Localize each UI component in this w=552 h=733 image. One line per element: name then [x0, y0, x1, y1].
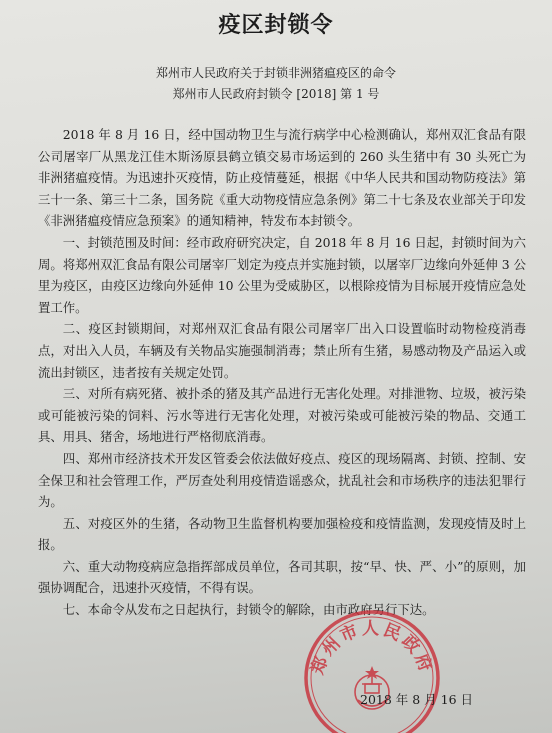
official-seal: [298, 604, 446, 733]
paragraph-1: 一、封锁范围及时间：经市政府研究决定，自 2018 年 8 月 16 日起，封锁时间为六周。将郑州双汇食品有限公司屠宰厂划定为疫点并实施封锁，以屠宰厂边缘向外延伸 3 公里为疫区，由疫区边缘向外延伸 10 公里为受威胁区，以根除疫情为目标展开疫情应急处置工作。: [38, 234, 526, 315]
document-title: 疫区封锁令: [218, 13, 334, 38]
document-number: 郑州市人民政府封锁令 [2018] 第 1 号: [172, 87, 380, 101]
signature-date: 2018 年 8 月 16 日: [360, 692, 474, 707]
paragraph-intro: 2018 年 8 月 16 日，经中国动物卫生与流行病学中心检测确认，郑州双汇食品有限公司屠宰厂从黑龙江佳木斯汤原县鹤立镇交易市场运到的 260 头生猪中有 30 头死亡为非洲猪瘟疫情。为迅速扑灭疫情，防止疫情蔓延，根据《中华人民共和国动物防疫法》第三十一条、第三十二条，国务院《重大动物疫情应急条例》第二十七条及农业部关于印发《非洲猪瘟疫情应急预案》的通知精神，特发布本封锁令。: [38, 127, 526, 229]
paragraph-7: 七、本命令从发布之日起执行，封锁令的解除，由市政府另行下达。: [62, 602, 435, 618]
paragraph-5: 五、对疫区外的生猪，各动物卫生监督机构要加强检疫和疫情监测，发现疫情及时上报。: [38, 515, 526, 553]
svg-text:郑州市人民政府: 郑州市人民政府: [307, 619, 437, 678]
paragraph-4: 四、郑州市经济技术开发区管委会依法做好疫点、疫区的现场隔离、封锁、控制、安全保卫和社会管理工作，严厉查处利用疫情造谣惑众，扰乱社会和市场秩序的违法犯罪行为。: [38, 450, 526, 510]
document-subtitle: 郑州市人民政府关于封锁非洲猪瘟疫区的命令: [155, 66, 396, 80]
document-body: [38, 124, 526, 621]
paragraph-3: 三、对所有病死猪、被扑杀的猪及其产品进行无害化处理。对排泄物、垃圾，被污染或可能被污染的饲料、污水等进行无害化处理，对被污染或可能被污染的物品、交通工具、用具、猪舍，场地进行严格彻底消毒。: [38, 386, 526, 445]
paragraph-6: 六、重大动物疫病应急指挥部成员单位，各司其职，按“早、快、严、小”的原则，加强协调配合，迅速扑灭疫情，不得有误。: [38, 558, 526, 596]
paragraph-2: 二、疫区封锁期间，对郑州双汇食品有限公司屠宰厂出入口设置临时动物检疫消毒点，对出入人员，车辆及有关物品实施强制消毒；禁止所有生猪，易感动物及产品运入或流出封锁区，违者按有关规定处罚。: [38, 321, 526, 380]
